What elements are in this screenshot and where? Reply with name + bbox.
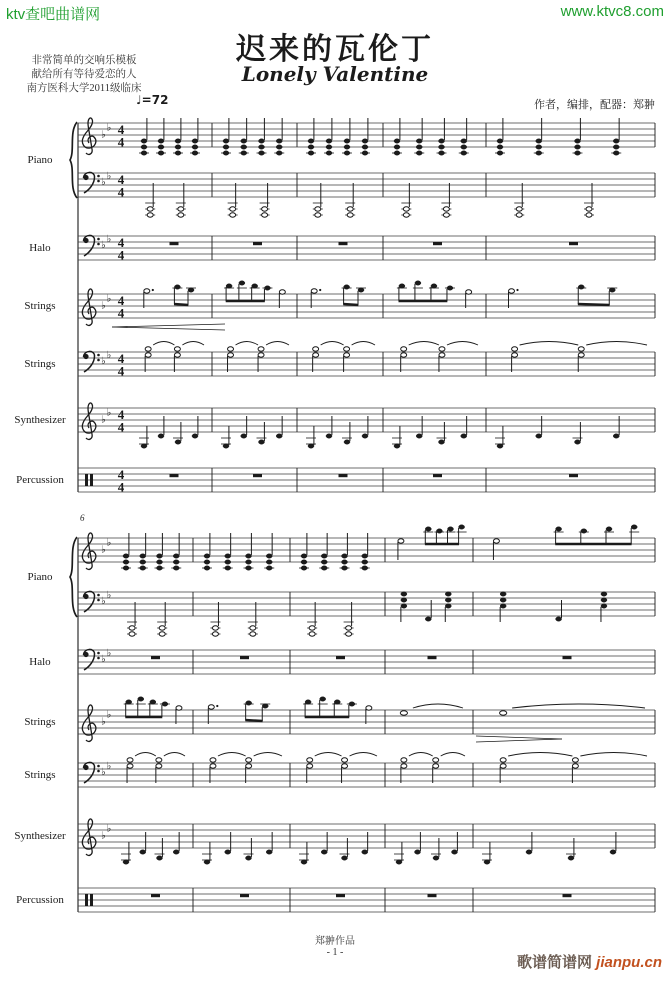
whole-rest	[433, 242, 442, 245]
instrument-label-halo-2: Halo	[29, 656, 51, 668]
instrument-label-piano-1: Piano	[27, 154, 53, 166]
time-signature: 4	[117, 467, 125, 482]
instrument-label-synth-1: Synthesizer	[14, 414, 66, 426]
treble-clef-icon	[82, 705, 95, 741]
whole-rest	[428, 656, 437, 659]
whole-rest	[339, 474, 348, 477]
flat-icon: ♭	[106, 709, 112, 721]
instrument-label-halo-1: Halo	[29, 242, 51, 254]
instrument-label-percussion-1: Percussion	[16, 474, 64, 486]
flat-icon: ♭	[101, 767, 106, 778]
flat-icon: ♭	[101, 544, 106, 556]
whole-rest	[433, 474, 442, 477]
whole-rest	[170, 242, 179, 245]
percussion-clef-icon	[85, 894, 88, 906]
svg-text:4: 4	[117, 419, 125, 435]
whole-rest	[240, 656, 249, 659]
instrument-label-strings-2b: Strings	[24, 769, 56, 781]
flat-icon: ♭	[106, 823, 112, 835]
whole-rest	[569, 474, 578, 477]
time-signature: 4	[117, 122, 125, 137]
flat-icon: ♭	[106, 234, 112, 245]
treble-clef-icon	[82, 118, 95, 154]
whole-rest	[336, 656, 345, 659]
flat-icon: ♭	[106, 122, 112, 134]
instrument-label-strings-1b: Strings	[24, 358, 56, 370]
site-name-cn: 歌谱简谱网	[516, 954, 592, 971]
whole-rest	[339, 242, 348, 245]
treble-clef-icon	[82, 533, 95, 569]
whole-rest	[151, 656, 160, 659]
percussion-clef-icon	[85, 474, 88, 486]
dedication-line-1: 非常简单的交响乐模板	[31, 55, 137, 66]
time-signature: 4	[117, 172, 125, 187]
flat-icon: ♭	[106, 171, 112, 182]
flat-icon: ♭	[106, 407, 112, 419]
svg-text:4: 4	[117, 184, 125, 200]
watermark-site-top-right: www.ktvc8.com	[560, 3, 664, 20]
flat-icon: ♭	[106, 293, 112, 305]
instrument-label-synth-2: Synthesizer	[14, 830, 66, 842]
footer-work-credit: 郑翀作品	[315, 936, 355, 947]
whole-rest	[253, 474, 262, 477]
treble-clef-icon	[82, 289, 95, 325]
whole-rest	[336, 894, 345, 897]
treble-clef-icon	[82, 819, 95, 855]
svg-text:4: 4	[117, 479, 125, 495]
time-signature: 4	[117, 293, 125, 308]
treble-clef-icon	[82, 403, 95, 439]
whole-rest	[151, 894, 160, 897]
measure-number-6: 6	[80, 513, 85, 523]
instrument-label-piano-2: Piano	[27, 571, 53, 583]
instrument-label-strings-2a: Strings	[24, 716, 56, 728]
composer-credit: 作者，编排，配器：郑翀	[534, 99, 655, 111]
whole-rest	[428, 894, 437, 897]
whole-rest	[563, 656, 572, 659]
flat-icon: ♭	[106, 648, 112, 659]
watermark-site-top-left: ktv查吧曲谱网	[6, 6, 101, 23]
instrument-label-percussion-2: Percussion	[16, 894, 64, 906]
flat-icon: ♭	[101, 830, 106, 842]
flat-icon: ♭	[106, 590, 112, 601]
whole-rest	[563, 894, 572, 897]
whole-rest	[170, 474, 179, 477]
footer-page-number: - 1 -	[326, 947, 344, 958]
flat-icon: ♭	[101, 596, 106, 607]
flat-icon: ♭	[106, 761, 112, 772]
flat-icon: ♭	[106, 537, 112, 549]
page-title: 迟来的瓦伦丁	[236, 33, 434, 66]
watermark-site-bottom	[517, 951, 662, 972]
page-subtitle: Lonely Valentine	[241, 62, 429, 86]
time-signature: 4	[117, 407, 125, 422]
dedication-line-3: 南方医科大学2011级临床	[26, 83, 142, 94]
flat-icon: ♭	[101, 654, 106, 665]
whole-rest	[253, 242, 262, 245]
svg-text:4: 4	[117, 363, 125, 379]
site-url: jianpu.cn	[596, 954, 662, 971]
flat-icon: ♭	[101, 240, 106, 251]
time-signature: 4	[117, 235, 125, 250]
svg-text:4: 4	[117, 247, 125, 263]
flat-icon: ♭	[106, 350, 112, 361]
instrument-label-strings-1a: Strings	[24, 300, 56, 312]
svg-text:4: 4	[117, 134, 125, 150]
time-signature: 4	[117, 351, 125, 366]
whole-rest	[569, 242, 578, 245]
flat-icon: ♭	[101, 414, 106, 426]
whole-rest	[240, 894, 249, 897]
tempo-marking: ♩=72	[136, 93, 169, 107]
flat-icon: ♭	[101, 177, 106, 188]
flat-icon: ♭	[101, 356, 106, 367]
dedication-line-2: 献给所有等待爱恋的人	[31, 69, 137, 80]
flat-icon: ♭	[101, 300, 106, 312]
flat-icon: ♭	[101, 129, 106, 141]
flat-icon: ♭	[101, 716, 106, 728]
svg-text:4: 4	[117, 305, 125, 321]
